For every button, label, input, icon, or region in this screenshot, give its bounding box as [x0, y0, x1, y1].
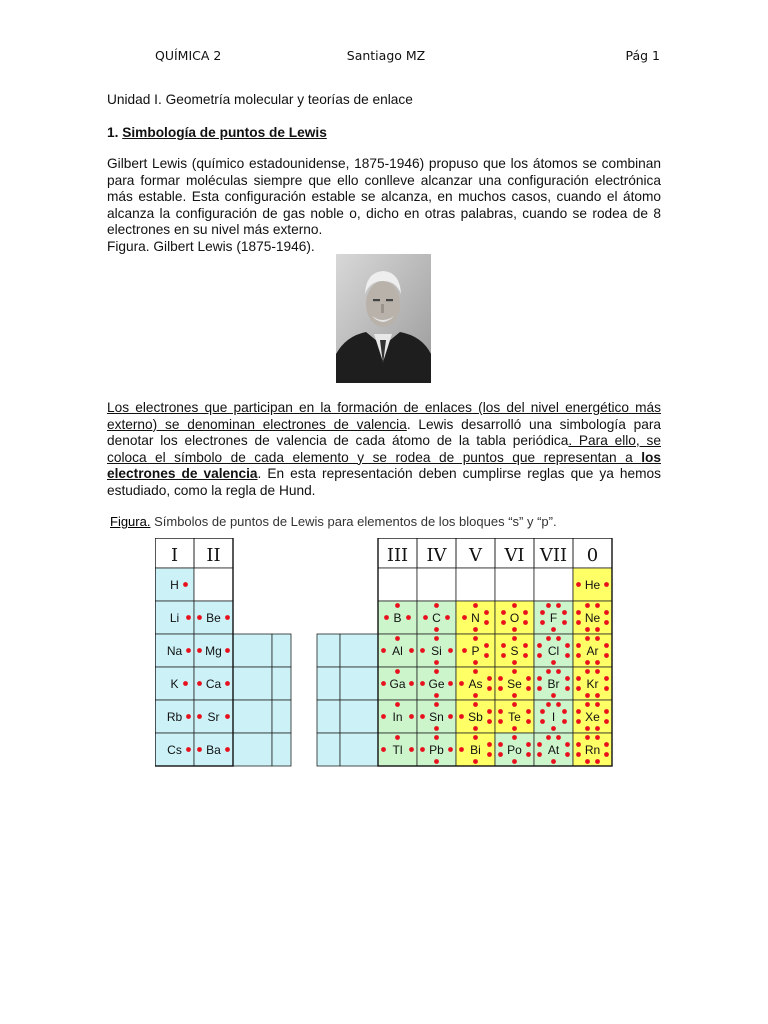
- element-symbol-ba: Ba: [206, 743, 221, 757]
- valence-electron-dot: [420, 747, 425, 752]
- valence-electron-dot: [562, 620, 567, 625]
- element-symbol-cs: Cs: [167, 743, 182, 757]
- element-symbol-ar: Ar: [586, 644, 599, 658]
- valence-electron-dot: [512, 726, 517, 731]
- element-symbol-c: C: [432, 611, 441, 625]
- valence-electron-dot: [501, 610, 506, 615]
- valence-electron-dot: [225, 648, 230, 653]
- valence-electron-dot: [526, 686, 531, 691]
- valence-electron-dot: [381, 648, 386, 653]
- valence-electron-dot: [595, 702, 600, 707]
- valence-electron-dot: [462, 615, 467, 620]
- valence-electron-dot: [604, 620, 609, 625]
- valence-electron-dot: [484, 620, 489, 625]
- valence-electron-dot: [487, 676, 492, 681]
- group-header-label: III: [386, 545, 409, 566]
- valence-electron-dot: [537, 653, 542, 658]
- element-symbol-kr: Kr: [586, 677, 599, 691]
- section-heading: [107, 125, 661, 142]
- valence-electron-dot: [512, 735, 517, 740]
- d-block-stub-cell: [317, 733, 340, 766]
- valence-electron-dot: [565, 686, 570, 691]
- valence-electron-dot: [576, 582, 581, 587]
- valence-electron-dot: [473, 627, 478, 632]
- intro-line-3: más estable. Esta configuración estable se alcanza, en muchos casos, cuando el átomo: [107, 189, 661, 204]
- element-symbol-as: As: [468, 677, 483, 691]
- valence-electron-dot: [459, 681, 464, 686]
- element-symbol-pb: Pb: [429, 743, 444, 757]
- valence-electron-dot: [585, 693, 590, 698]
- element-symbol-ga: Ga: [389, 677, 406, 691]
- valence-electron-dot: [409, 648, 414, 653]
- valence-electron-dot: [562, 709, 567, 714]
- valence-electron-dot: [395, 636, 400, 641]
- valence-electron-dot: [384, 615, 389, 620]
- valence-electron-dot: [537, 686, 542, 691]
- valence-electron-dot: [576, 620, 581, 625]
- element-symbol-bi: Bi: [470, 743, 481, 757]
- valence-electron-dot: [420, 714, 425, 719]
- valence-electron-dot: [434, 735, 439, 740]
- valence-electron-dot: [434, 669, 439, 674]
- figure2-text: Símbolos de puntos de Lewis para elementos de los bloques “s” y “p”.: [150, 514, 557, 529]
- valence-electron-dot: [546, 636, 551, 641]
- valence-electron-dot: [540, 610, 545, 615]
- header-page-number: Pág 1: [625, 48, 660, 63]
- header-author: Santiago MZ: [346, 48, 426, 63]
- d-block-stub-cell: [340, 634, 378, 667]
- valence-electron-dot: [537, 752, 542, 757]
- valence-electron-dot: [604, 582, 609, 587]
- valence-electron-dot: [595, 735, 600, 740]
- valence-electron-dot: [498, 742, 503, 747]
- valence-electron-dot: [434, 693, 439, 698]
- valence-electron-dot: [595, 636, 600, 641]
- valence-electron-dot: [540, 709, 545, 714]
- valence-electron-dot: [537, 643, 542, 648]
- element-symbol-be: Be: [206, 611, 221, 625]
- valence-electron-dot: [409, 747, 414, 752]
- figure2-caption: [110, 514, 557, 529]
- group-header-label: II: [206, 545, 221, 566]
- element-symbol-p: P: [471, 644, 480, 658]
- intro-line-5: electrones en su nivel más externo.: [107, 222, 323, 237]
- valence-electron-dot: [576, 742, 581, 747]
- intro-line-2: para formar moléculas siempre que ello conlleve alcanzar una configuración electrónica: [107, 172, 661, 188]
- element-symbol-s: S: [510, 644, 519, 658]
- valence-electron-dot: [409, 681, 414, 686]
- valence-electron-dot: [585, 702, 590, 707]
- empty-cell: [534, 568, 573, 601]
- valence-electron-dot: [523, 620, 528, 625]
- valence-electron-dot: [473, 669, 478, 674]
- valence-electron-dot: [498, 686, 503, 691]
- group-header-label: VI: [504, 545, 525, 566]
- lewis-dot-table: [155, 538, 615, 770]
- d-block-stub-cell: [317, 667, 340, 700]
- valence-electron-dot: [556, 735, 561, 740]
- valence-electron-dot: [512, 603, 517, 608]
- valence-electron-dot: [585, 636, 590, 641]
- element-symbol-at: At: [547, 743, 560, 757]
- d-block-stub-cell: [340, 667, 378, 700]
- valence-electron-dot: [595, 669, 600, 674]
- valence-electron-dot: [434, 660, 439, 665]
- valence-electron-dot: [448, 714, 453, 719]
- valence-electron-dot: [498, 709, 503, 714]
- valence-electron-dot: [585, 669, 590, 674]
- valence-electron-dot: [197, 747, 202, 752]
- intro-line-4: alcanza la configuración de gas noble o, dicho en otras palabras, cuando se rodea de 8: [107, 205, 661, 221]
- valence-electron-dot: [473, 636, 478, 641]
- valence-electron-dot: [473, 693, 478, 698]
- valence-electron-dot: [595, 726, 600, 731]
- d-block-stub-cell: [340, 733, 378, 766]
- valence-electron-dot: [604, 752, 609, 757]
- empty-cell: [456, 568, 495, 601]
- valence-electron-dot: [585, 726, 590, 731]
- element-symbol-cl: Cl: [547, 644, 560, 658]
- valence-electron-dot: [197, 681, 202, 686]
- valence-electron-dot: [604, 653, 609, 658]
- valence-electron-dot: [585, 735, 590, 740]
- valence-electron-dot: [537, 742, 542, 747]
- valence-electron-dot: [462, 648, 467, 653]
- group-header-label: I: [170, 545, 179, 566]
- valence-electron-dot: [585, 603, 590, 608]
- d-block-stub-cell: [233, 733, 272, 766]
- element-symbol-br: Br: [547, 677, 560, 691]
- valence-electron-dot: [604, 643, 609, 648]
- valence-electron-dot: [556, 636, 561, 641]
- valence-electron-dot: [423, 615, 428, 620]
- valence-electron-dot: [459, 747, 464, 752]
- valence-electron-dot: [473, 759, 478, 764]
- d-block-stub-cell: [272, 733, 291, 766]
- d-block-stub-cell: [272, 667, 291, 700]
- valence-electron-dot: [537, 676, 542, 681]
- valence-electron-dot: [595, 660, 600, 665]
- valence-electron-dot: [501, 653, 506, 658]
- valence-electron-dot: [526, 719, 531, 724]
- valence-electron-dot: [576, 686, 581, 691]
- valence-electron-dot: [498, 676, 503, 681]
- valence-electron-dot: [551, 693, 556, 698]
- element-symbol-xe: Xe: [585, 710, 600, 724]
- valence-electron-dot: [225, 615, 230, 620]
- intro-line-1: Gilbert Lewis (químico estadounidense, 1875-1946) propuso que los átomos se combinan: [107, 156, 661, 171]
- valence-electron-dot: [420, 681, 425, 686]
- valence-sentence-5: . En esta representación deben cumplirse reglas que ya hemos estudiado, como la regla de Hund.: [107, 466, 661, 498]
- valence-electron-dot: [395, 735, 400, 740]
- element-symbol-h: H: [170, 578, 179, 592]
- section-title: Simbología de puntos de Lewis: [122, 125, 327, 140]
- element-symbol-rb: Rb: [166, 710, 183, 724]
- valence-electron-dot: [225, 747, 230, 752]
- section-number: 1.: [107, 125, 119, 140]
- element-symbol-sb: Sb: [468, 710, 483, 724]
- valence-electron-dot: [420, 648, 425, 653]
- valence-electron-dot: [434, 759, 439, 764]
- valence-electron-dot: [512, 759, 517, 764]
- valence-electron-dot: [526, 676, 531, 681]
- valence-electron-dot: [473, 702, 478, 707]
- element-symbol-si: Si: [431, 644, 442, 658]
- valence-electron-dot: [585, 759, 590, 764]
- valence-electron-dot: [526, 709, 531, 714]
- valence-electron-dot: [604, 686, 609, 691]
- element-symbol-i: I: [551, 710, 556, 724]
- valence-electron-dot: [459, 714, 464, 719]
- valence-electron-dot: [526, 752, 531, 757]
- valence-electron-dot: [498, 719, 503, 724]
- valence-electron-dot: [551, 627, 556, 632]
- valence-sentence-2: . Lewis desarrolló una simbología para denotar los electrones de valencia de cada átomo de la tabla periódica: [107, 416, 661, 448]
- valence-electron-dot: [501, 620, 506, 625]
- valence-electron-dot: [565, 653, 570, 658]
- valence-electron-dot: [576, 719, 581, 724]
- valence-electron-dot: [512, 627, 517, 632]
- valence-electron-dot: [186, 714, 191, 719]
- valence-electron-dot: [512, 660, 517, 665]
- valence-electron-dot: [512, 636, 517, 641]
- valence-electron-dot: [498, 752, 503, 757]
- valence-electron-dot: [487, 719, 492, 724]
- valence-electron-dot: [487, 709, 492, 714]
- element-symbol-b: B: [393, 611, 402, 625]
- element-symbol-al: Al: [392, 644, 403, 658]
- valence-electron-dot: [197, 714, 202, 719]
- valence-electron-dot: [434, 726, 439, 731]
- d-block-stub-cell: [233, 700, 272, 733]
- valence-electron-dot: [487, 752, 492, 757]
- valence-electron-dot: [448, 648, 453, 653]
- element-symbol-he: He: [584, 578, 601, 592]
- valence-electron-dot: [551, 726, 556, 731]
- element-symbol-ca: Ca: [205, 677, 222, 691]
- valence-electron-dot: [523, 610, 528, 615]
- valence-electron-dot: [512, 693, 517, 698]
- d-block-stub-cell: [233, 634, 272, 667]
- valence-electron-dot: [576, 752, 581, 757]
- valence-electron-dot: [186, 615, 191, 620]
- valence-electron-dot: [473, 735, 478, 740]
- group-header-label: 0: [586, 545, 599, 566]
- d-block-stub-cell: [233, 667, 272, 700]
- valence-electron-dot: [197, 648, 202, 653]
- element-symbol-li: Li: [169, 611, 180, 625]
- valence-sentence-3: . Para ello, se coloca el símbolo de cada elemento y se rodea de puntos que representan a: [107, 433, 661, 465]
- valence-electron-dot: [487, 742, 492, 747]
- valence-emphasis: los electrones de valencia: [107, 449, 661, 481]
- valence-electron-dot: [512, 669, 517, 674]
- gilbert-lewis-portrait: [336, 254, 431, 383]
- element-symbol-po: Po: [507, 743, 522, 757]
- valence-electron-dot: [595, 759, 600, 764]
- d-block-stub-cell: [272, 634, 291, 667]
- valence-electron-dot: [526, 742, 531, 747]
- empty-cell: [417, 568, 456, 601]
- group-header-label: V: [469, 545, 482, 566]
- element-symbol-k: K: [170, 677, 179, 691]
- valence-electron-dot: [448, 747, 453, 752]
- valence-electron-dot: [551, 759, 556, 764]
- valence-electron-dot: [576, 610, 581, 615]
- valence-electron-dot: [406, 615, 411, 620]
- valence-electron-dot: [434, 603, 439, 608]
- valence-electron-dot: [395, 702, 400, 707]
- valence-electron-dot: [395, 603, 400, 608]
- empty-cell: [378, 568, 417, 601]
- header-course: QUÍMICA 2: [155, 48, 222, 63]
- valence-electron-dot: [562, 610, 567, 615]
- valence-electron-dot: [604, 742, 609, 747]
- valence-electron-dot: [445, 615, 450, 620]
- valence-electron-dot: [562, 719, 567, 724]
- empty-cell: [495, 568, 534, 601]
- valence-electron-dot: [395, 669, 400, 674]
- element-symbol-sr: Sr: [207, 710, 220, 724]
- valence-electron-dot: [409, 714, 414, 719]
- valence-electron-dot: [434, 636, 439, 641]
- d-block-stub-cell: [340, 700, 378, 733]
- valence-electron-dot: [448, 681, 453, 686]
- valence-electron-dot: [183, 681, 188, 686]
- element-symbol-te: Te: [508, 710, 521, 724]
- valence-electron-dot: [186, 648, 191, 653]
- unit-title: Unidad I. Geometría molecular y teorías de enlace: [107, 92, 413, 107]
- empty-cell: [194, 568, 233, 601]
- valence-electron-dot: [604, 709, 609, 714]
- element-symbol-o: O: [509, 611, 520, 625]
- valence-electron-dot: [381, 747, 386, 752]
- d-block-stub-cell: [272, 700, 291, 733]
- valence-electron-dot: [604, 610, 609, 615]
- element-symbol-rn: Rn: [584, 743, 601, 757]
- valence-electron-dot: [183, 582, 188, 587]
- valence-electron-dot: [576, 676, 581, 681]
- valence-electron-dot: [512, 702, 517, 707]
- valence-electron-dot: [556, 669, 561, 674]
- valence-electron-dot: [585, 627, 590, 632]
- valence-electron-dot: [434, 627, 439, 632]
- element-symbol-tl: Tl: [392, 743, 403, 757]
- valence-electron-dot: [595, 627, 600, 632]
- valence-electron-dot: [551, 660, 556, 665]
- valence-electron-dot: [540, 620, 545, 625]
- valence-electron-dot: [565, 676, 570, 681]
- valence-electron-dot: [565, 752, 570, 757]
- valence-electron-dot: [556, 702, 561, 707]
- valence-sentence-1: Los electrones que participan en la formación de enlaces (los del nivel energético más externo) se denominan electrones de valencia: [107, 400, 661, 432]
- valence-electron-dot: [225, 681, 230, 686]
- valence-electron-dot: [501, 643, 506, 648]
- figure2-label: Figura.: [110, 514, 151, 529]
- valence-paragraph: [107, 400, 661, 499]
- d-block-stub-cell: [317, 700, 340, 733]
- valence-electron-dot: [197, 615, 202, 620]
- valence-electron-dot: [556, 603, 561, 608]
- element-symbol-in: In: [392, 710, 403, 724]
- element-symbol-mg: Mg: [205, 644, 222, 658]
- valence-electron-dot: [225, 714, 230, 719]
- valence-electron-dot: [473, 603, 478, 608]
- valence-electron-dot: [523, 643, 528, 648]
- group-header-label: IV: [426, 545, 447, 566]
- element-symbol-f: F: [549, 611, 558, 625]
- figure1-caption: Figura. Gilbert Lewis (1875-1946).: [107, 238, 315, 254]
- valence-electron-dot: [487, 686, 492, 691]
- valence-electron-dot: [473, 726, 478, 731]
- valence-electron-dot: [576, 643, 581, 648]
- element-symbol-na: Na: [166, 644, 183, 658]
- valence-electron-dot: [595, 603, 600, 608]
- valence-electron-dot: [434, 702, 439, 707]
- valence-electron-dot: [546, 735, 551, 740]
- valence-electron-dot: [595, 693, 600, 698]
- element-symbol-ge: Ge: [428, 677, 445, 691]
- valence-electron-dot: [585, 660, 590, 665]
- element-symbol-ne: Ne: [584, 611, 601, 625]
- valence-electron-dot: [604, 676, 609, 681]
- element-symbol-sn: Sn: [429, 710, 444, 724]
- valence-electron-dot: [523, 653, 528, 658]
- valence-electron-dot: [381, 681, 386, 686]
- element-symbol-n: N: [471, 611, 480, 625]
- valence-electron-dot: [604, 719, 609, 724]
- valence-electron-dot: [484, 653, 489, 658]
- valence-electron-dot: [546, 702, 551, 707]
- valence-electron-dot: [576, 653, 581, 658]
- valence-electron-dot: [565, 643, 570, 648]
- group-header-label: VII: [539, 545, 568, 566]
- valence-electron-dot: [381, 714, 386, 719]
- valence-electron-dot: [540, 719, 545, 724]
- element-symbol-se: Se: [507, 677, 522, 691]
- d-block-stub-cell: [317, 634, 340, 667]
- valence-electron-dot: [576, 709, 581, 714]
- valence-electron-dot: [565, 742, 570, 747]
- valence-electron-dot: [546, 669, 551, 674]
- valence-electron-dot: [186, 747, 191, 752]
- valence-electron-dot: [473, 660, 478, 665]
- valence-electron-dot: [484, 643, 489, 648]
- valence-electron-dot: [484, 610, 489, 615]
- valence-electron-dot: [546, 603, 551, 608]
